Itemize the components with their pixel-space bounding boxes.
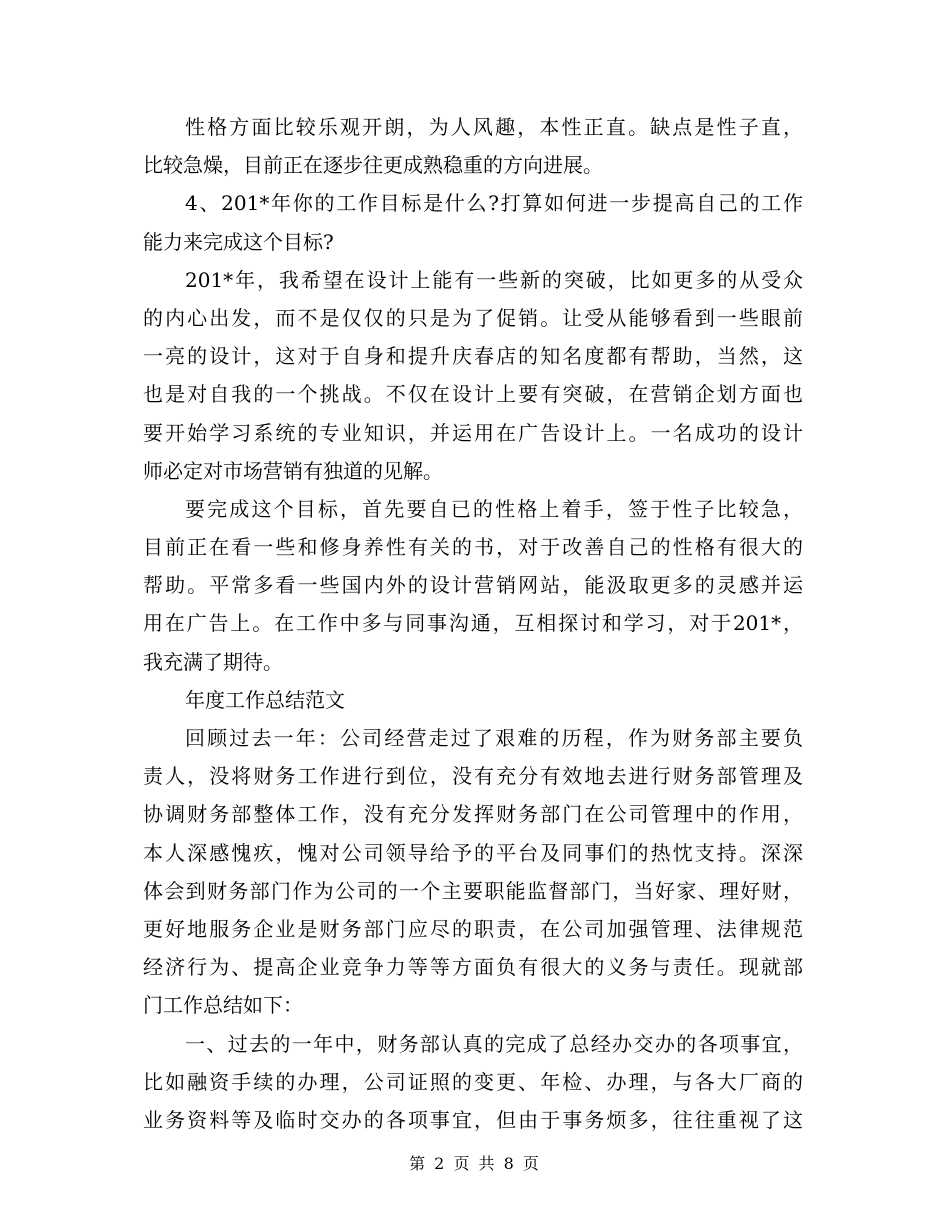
text-line: 经济行为、提高企业竞争力等等方面负有很大的义务与责任。现就部 <box>143 955 803 980</box>
text-line: 一、过去的一年中，财务部认真的完成了总经办交办的各项事宜， <box>185 1031 803 1056</box>
text-line: 师必定对市场营销有独道的见解。 <box>143 458 443 483</box>
text-line: 本人深感愧疚，愧对公司领导给予的平台及同事们的热忱支持。深深 <box>143 840 803 865</box>
text-line: 用在广告上。在工作中多与同事沟通，互相探讨和学习，对于201*， <box>143 611 803 636</box>
text-line: 业务资料等及临时交办的各项事宜，但由于事务烦多，往往重视了这 <box>143 1107 803 1132</box>
text-line: 帮助。平常多看一些国内外的设计营销网站，能汲取更多的灵感并运 <box>143 573 803 598</box>
text-line: 体会到财务部门作为公司的一个主要职能监督部门，当好家、理好财， <box>143 878 803 903</box>
text-line: 协调财务部整体工作，没有充分发挥财务部门在公司管理中的作用， <box>143 802 803 827</box>
text-line: 的内心出发，而不是仅仅的只是为了促销。让受从能够看到一些眼前 <box>143 305 803 330</box>
text-line: 也是对自我的一个挑战。不仅在设计上要有突破，在营销企划方面也 <box>143 382 803 407</box>
text-line: 责人，没将财务工作进行到位，没有充分有效地去进行财务部管理及 <box>143 764 803 789</box>
text-line: 门工作总结如下： <box>143 993 303 1018</box>
text-line: 能力来完成这个目标? <box>143 229 334 254</box>
text-line: 我充满了期待。 <box>143 649 283 674</box>
text-line: 一亮的设计，这对于自身和提升庆春店的知名度都有帮助，当然，这 <box>143 344 803 369</box>
text-line: 回顾过去一年：公司经营走过了艰难的历程，作为财务部主要负 <box>185 726 803 750</box>
text-line: 年度工作总结范文 <box>185 687 345 712</box>
text-line: 目前正在看一些和修身养性有关的书，对于改善自己的性格有很大的 <box>143 535 803 560</box>
text-line: 要完成这个目标，首先要自已的性格上着手，签于性子比较急， <box>185 496 803 521</box>
document-body <box>143 108 803 1139</box>
text-line: 4、201*年你的工作目标是什么?打算如何进一步提高自己的工作 <box>185 191 803 216</box>
text-line: 性格方面比较乐观开朗，为人风趣，本性正直。缺点是性子直， <box>185 115 803 139</box>
text-line: 比如融资手续的办理，公司证照的变更、年检、办理，与各大厂商的 <box>143 1069 803 1094</box>
page-number-footer: 第 2 页 共 8 页 <box>409 1154 541 1173</box>
text-line: 201*年，我希望在设计上能有一些新的突破，比如更多的从受众 <box>185 267 803 292</box>
text-line: 比较急燥，目前正在逐步往更成熟稳重的方向进展。 <box>143 153 603 178</box>
text-line: 更好地服务企业是财务部门应尽的职责，在公司加强管理、法律规范 <box>143 916 803 941</box>
text-line: 要开始学习系统的专业知识，并运用在广告设计上。一名成功的设计 <box>143 420 803 445</box>
